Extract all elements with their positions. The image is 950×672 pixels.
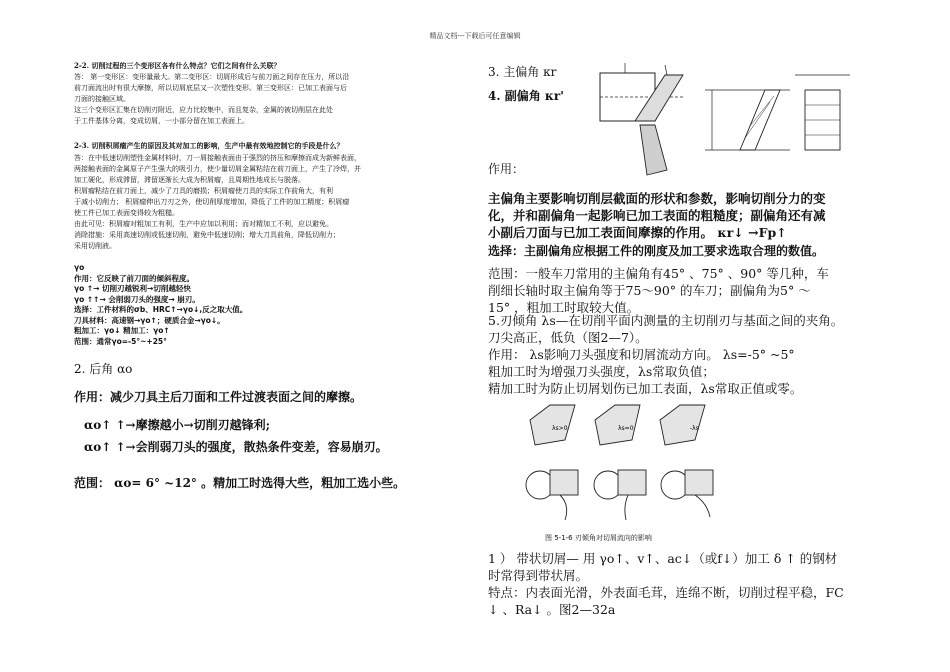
section-4-title: 4. 副偏角 κr' [488, 89, 564, 103]
question-2-2: 2-2. 切削过程的三个变形区各有什么特点？它们之间有什么关联？ [74, 61, 281, 70]
note-line: γo [74, 263, 85, 272]
text-line: 化，并和副偏角一起影响已加工表面的粗糙度；副偏角还有减 [488, 208, 826, 223]
clearance-angle-effect-1: αo↑ ↑→摩擦越小→切削刃越锋利; [84, 418, 271, 432]
section-2-title: 2. 后角 αo [74, 362, 133, 376]
note-line: 选择：工件材料的σb、HRC↑→γo↓,反之取大值。 [74, 305, 248, 314]
text-line: 削细长轴时取主偏角等于75～90° 的车刀；副偏角为5° ～ [488, 283, 811, 298]
clearance-angle-effect-2: αo↑ ↑→会削弱刀头的强度，散热条件变差，容易崩刃。 [84, 440, 388, 454]
rake-angle-notes [74, 263, 247, 347]
text-line: 刀尖高正，低负（图2—7）。 [488, 330, 648, 345]
clearance-angle-range: 范围： αo= 6° ~12° 。精加工时选得大些，粗加工选小些。 [74, 476, 406, 490]
note-line: γo ↑→ 切削刃越锐利→切削越轻快 [74, 284, 191, 293]
inclination-angle-section [488, 312, 843, 397]
angle-range [488, 265, 829, 316]
text-line: 小副后刀面与已加工表面间摩擦的作用。 κr↓ →Fp↑ [488, 225, 787, 240]
clearance-angle-function: 作用：减少刀具主后刀面和工件过渡表面之间的摩擦。 [74, 390, 363, 404]
text-line: 特点：内表面光滑，外表面毛茸，连绵不断，切削过程平稳，FC [488, 585, 844, 600]
answer-line: 两接触表面的金属原子产生强大的吸引力，使少量切屑金属粘结在前刀面上，产生了冷焊，并 [74, 165, 361, 173]
answer-line: 于工件基体分离，变成切屑，一小部分留在加工表面上。 [74, 117, 249, 125]
note-line: 粗加工：γo↓ 精加工：γo↑ [74, 326, 170, 335]
answer-line: 前刀面流出时有很大摩擦，所以切屑底层又一次塑性变形。第三变形区：已加工表面与后 [74, 84, 347, 92]
figure-caption: 图 5-1-6 刃倾角对切屑流向的影响 [545, 534, 652, 542]
answer-line: 积屑瘤粘结在前刀面上，减少了刀具的磨损；积屑瘤使刀具的实际工作前角大，有利 [74, 187, 333, 195]
text-line: 粗加工时为增强刀头强度，λs常取负值； [488, 364, 715, 379]
answer-line: 答： 第一变形区：变形量最大。第二变形区：切屑形成后与前刀面之间存在压力，所以沿 [74, 73, 350, 81]
answer-line: 答：在中低速切削塑性金属材料时，刀一屑接触表面由于强烈的挤压和摩擦而成为新鲜表面， [74, 154, 361, 162]
answer-line: 这三个变形区汇集在切削刃附近，应力比较集中，而且复杂，金属的被切削层在此处 [74, 106, 333, 114]
question-2-3: 2-3. 切削积屑瘤产生的原因及其对加工的影响，生产中最有效地控制它的手段是什么？ [74, 141, 344, 150]
function-label: 作用： [488, 162, 525, 176]
text-line: 主偏角主要影响切削层截面的形状和参数，影响切削分力的变 [488, 191, 826, 206]
answer-line: 采用切削液。 [74, 242, 116, 250]
fig-label-negative: -λs [690, 425, 699, 432]
fig-label-zero: λs=0 [618, 425, 634, 432]
note-line: 范围：通常γo=-5°~+25° [74, 336, 167, 346]
text-line: 时常得到带状屑。 [488, 568, 589, 583]
text-line: 5.刃倾角 λs—在切削平面内测量的主切削刃与基面之间的夹角。 [488, 313, 844, 328]
fig-label-positive: λs>0 [552, 425, 568, 432]
answer-line: 使工件已加工表面变得较为粗糙。 [74, 209, 179, 217]
text-line: 15° ，粗加工时取较大值。 [488, 300, 640, 315]
primary-angle-effects [488, 190, 826, 241]
answer-line: 加工硬化，形成滞留，滞留逐渐长大成为积屑瘤，且周期性地成长与脱落。 [74, 176, 305, 184]
text-line: 范围：一般车刀常用的主偏角有45° 、75° 、90° 等几种，车 [488, 266, 829, 281]
answer-2-2 [74, 72, 349, 127]
answer-line: 消除措施：采用高速切削或低速切削，避免中低速切削；增大刀具前角，降低切削力； [74, 231, 340, 239]
answer-2-3 [74, 153, 361, 252]
answer-line: 刀面的接触区域。 [74, 95, 130, 103]
text-line: ↓ 、Ra↓ 。图2—32a [488, 602, 616, 617]
answer-line: 由此可见：积屑瘤对粗加工有利，生产中应加以利用；而对精加工不利，应以避免。 [74, 220, 333, 228]
note-line: 作用：它反映了前刀面的倾斜程度。 [74, 273, 194, 283]
page-header: 精品文档---下载后可任意编辑 [429, 32, 521, 40]
inclination-angle-figure [520, 400, 720, 530]
text-line: 作用： λs影响刀头强度和切屑流动方向。 λs=-5° ~5° [488, 347, 795, 362]
text-line: 1 ） 带状切屑— 用 γo↑、v↑、ac↓（或f↓）加工 δ ↑ 的钢材 [488, 551, 838, 566]
feed-angle-diagram [700, 60, 860, 165]
tool-angle-diagram [595, 55, 690, 180]
note-line: 刀具材料：高速钢→γo↑；硬质合金→γo↓。 [74, 315, 225, 325]
text-line: 精加工时为防止切屑划伤已加工表面，λs常取正值或零。 [488, 381, 803, 396]
section-3-title: 3. 主偏角 κr [488, 65, 557, 79]
answer-line: 于减小切削力； 积屑瘤伸出刀刃之外，使切削厚度增加，降低了工件的加工精度；积屑瘤 [74, 198, 350, 206]
ribbon-chip-section [488, 550, 844, 618]
note-line: γo ↑↑→ 会削弱刀头的强度→ 崩刃。 [74, 294, 200, 304]
angle-selection: 选择：主副偏角应根据工件的刚度及加工要求选取合理的数值。 [488, 244, 825, 258]
